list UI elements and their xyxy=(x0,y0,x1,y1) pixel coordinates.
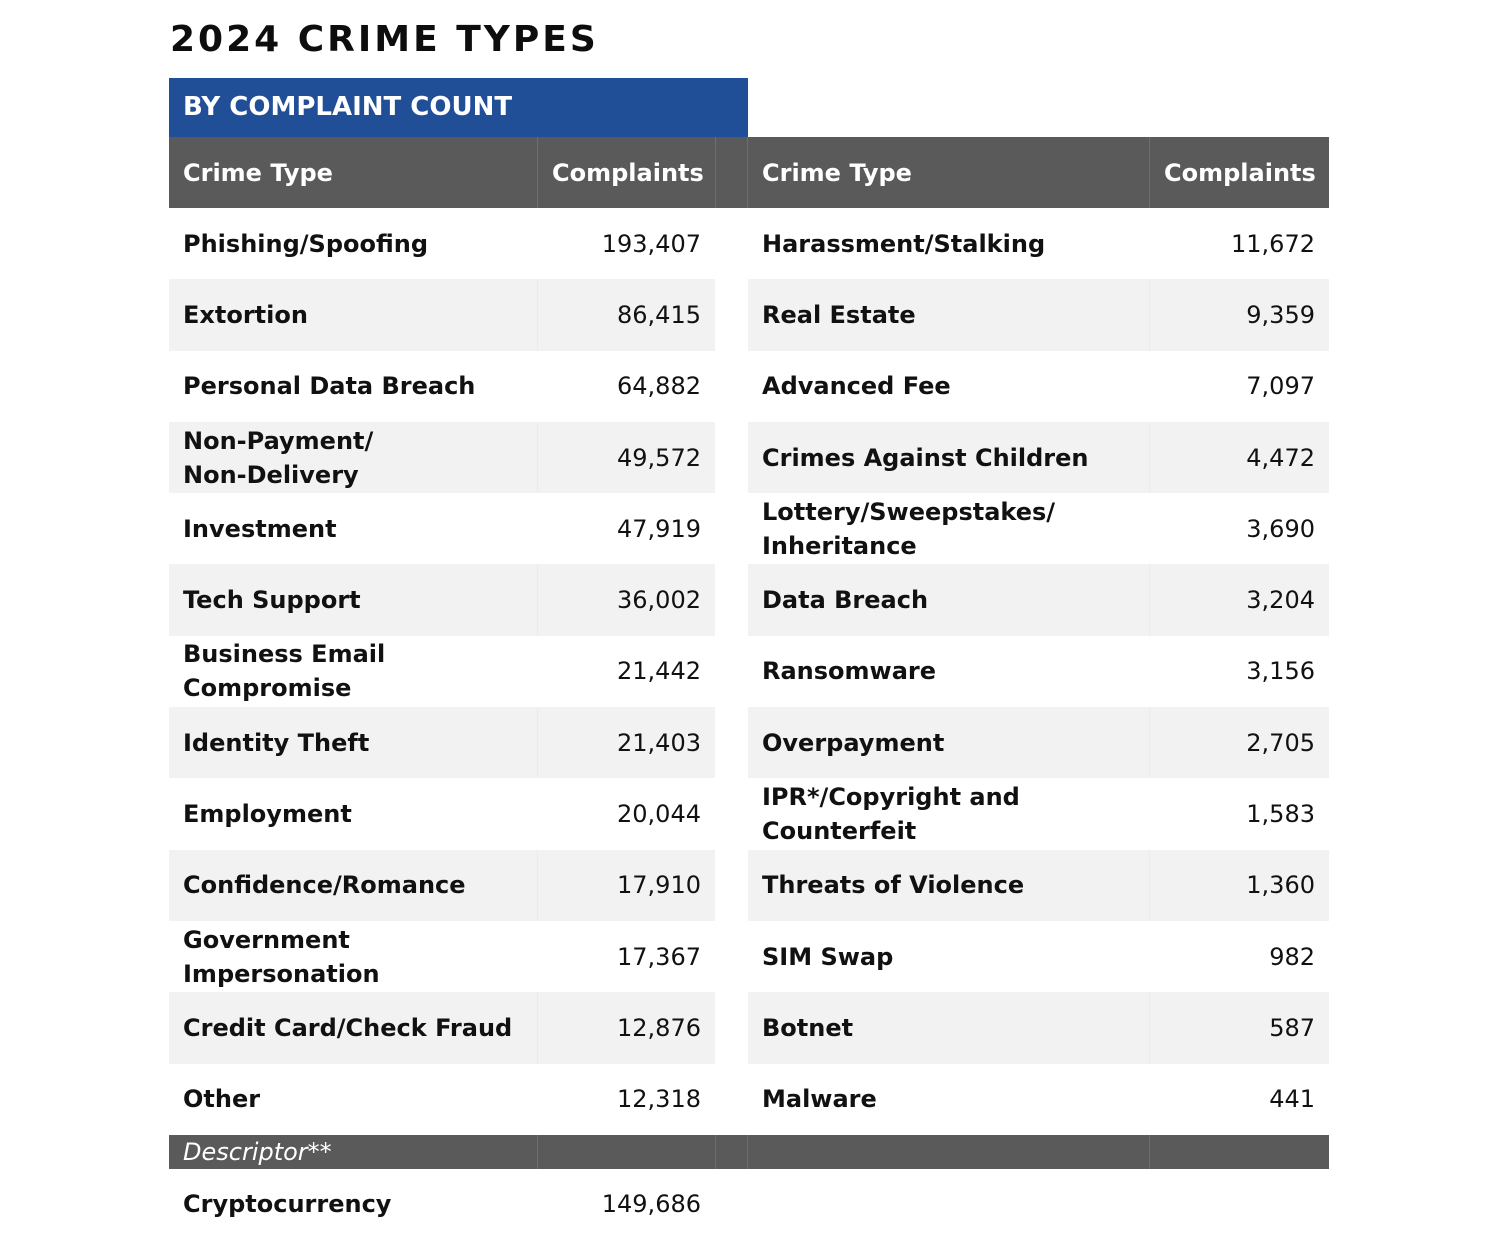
complaints-left-text: 36,002 xyxy=(617,586,701,615)
crime-type-left-text: Extortion xyxy=(183,300,308,329)
crime-type-left-text: Phishing/Spoofing xyxy=(183,229,429,258)
complaints-right-text: 4,472 xyxy=(1246,443,1315,472)
complaints-left xyxy=(537,493,715,564)
crime-type-right xyxy=(748,850,1149,921)
crime-type-left-text: Confidence/Romance xyxy=(183,871,466,900)
descriptor-header-cell xyxy=(537,1135,715,1169)
table-body xyxy=(169,208,1329,1135)
descriptor-header-cell xyxy=(1149,1135,1329,1169)
column-gap xyxy=(715,1064,748,1135)
descriptor-count-text: 149,686 xyxy=(601,1189,701,1218)
complaints-left xyxy=(537,707,715,778)
complaints-left-text: 49,572 xyxy=(617,443,701,472)
crime-type-left-text: Personal Data Breach xyxy=(183,372,476,401)
complaint-count-banner: BY COMPLAINT COUNT xyxy=(169,78,748,137)
complaints-right-text: 441 xyxy=(1269,1085,1315,1114)
column-gap xyxy=(715,208,748,279)
descriptor-header-gap xyxy=(715,1135,748,1169)
complaints-left xyxy=(537,422,715,493)
crime-type-right-text: Real Estate xyxy=(762,300,916,329)
crime-type-right xyxy=(748,279,1149,350)
column-gap xyxy=(715,707,748,778)
crime-type-right xyxy=(748,564,1149,635)
crime-type-left-text: Tech Support xyxy=(183,586,361,615)
crime-type-left-text: Non-Payment/ Non-Delivery xyxy=(183,426,374,489)
crime-type-left-text: Identity Theft xyxy=(183,728,370,757)
complaints-left-text: 17,910 xyxy=(617,871,701,900)
complaints-right-text: 1,583 xyxy=(1246,800,1315,829)
crime-type-left-text: Business Email Compromise xyxy=(183,640,386,703)
crime-type-right xyxy=(748,707,1149,778)
column-gap xyxy=(715,493,748,564)
header-crime-type-left: Crime Type xyxy=(169,137,537,208)
crime-type-right xyxy=(748,921,1149,992)
crime-type-left xyxy=(169,850,537,921)
descriptor-label: Descriptor** xyxy=(169,1135,537,1169)
crime-type-left xyxy=(169,992,537,1063)
crime-type-right-text: Overpayment xyxy=(762,728,945,757)
crime-type-right xyxy=(748,636,1149,707)
column-gap xyxy=(715,921,748,992)
table-header-row xyxy=(169,137,1329,208)
table-row xyxy=(169,921,1329,992)
crime-type-left xyxy=(169,208,537,279)
crime-type-right xyxy=(748,351,1149,422)
complaints-right xyxy=(1149,636,1329,707)
complaints-left-text: 21,442 xyxy=(617,657,701,686)
descriptor-type-text: Cryptocurrency xyxy=(183,1189,392,1218)
complaints-right xyxy=(1149,921,1329,992)
crime-type-left xyxy=(169,279,537,350)
complaints-left xyxy=(537,992,715,1063)
descriptor-row xyxy=(169,1169,1329,1239)
crime-type-right xyxy=(748,208,1149,279)
column-gap xyxy=(715,351,748,422)
complaints-left-text: 64,882 xyxy=(617,372,701,401)
table-row xyxy=(169,279,1329,350)
page-title: 2024 CRIME TYPES xyxy=(170,19,599,60)
complaints-right xyxy=(1149,850,1329,921)
complaints-left-text: 12,876 xyxy=(617,1013,701,1042)
crime-type-right xyxy=(748,493,1149,564)
crime-type-right-text: Malware xyxy=(762,1085,877,1114)
crime-type-right-text: Harassment/Stalking xyxy=(762,229,1046,258)
crime-type-right-text: SIM Swap xyxy=(762,942,894,971)
table-row xyxy=(169,992,1329,1063)
crime-type-left xyxy=(169,422,537,493)
complaints-right xyxy=(1149,707,1329,778)
table-row xyxy=(169,564,1329,635)
complaints-right-text: 7,097 xyxy=(1246,372,1315,401)
crime-type-right-text: Botnet xyxy=(762,1013,854,1042)
complaints-right-text: 3,156 xyxy=(1246,657,1315,686)
complaints-right-text: 9,359 xyxy=(1246,300,1315,329)
descriptor-count xyxy=(537,1169,715,1239)
complaints-left-text: 21,403 xyxy=(617,728,701,757)
crime-type-left-text: Investment xyxy=(183,514,337,543)
complaints-right xyxy=(1149,279,1329,350)
complaints-left xyxy=(537,778,715,849)
crime-types-table xyxy=(169,137,1329,1239)
complaints-left xyxy=(537,564,715,635)
complaints-right-text: 2,705 xyxy=(1246,728,1315,757)
header-crime-type-right: Crime Type xyxy=(748,137,1149,208)
table-row xyxy=(169,351,1329,422)
crime-type-left xyxy=(169,707,537,778)
crime-type-left xyxy=(169,1064,537,1135)
table-row xyxy=(169,707,1329,778)
crime-type-left-text: Other xyxy=(183,1085,261,1114)
complaints-left-text: 12,318 xyxy=(617,1085,701,1114)
complaints-left xyxy=(537,1064,715,1135)
complaints-right xyxy=(1149,422,1329,493)
column-gap xyxy=(715,636,748,707)
complaints-right xyxy=(1149,351,1329,422)
table-row xyxy=(169,208,1329,279)
descriptor-header-cell xyxy=(748,1135,1149,1169)
header-complaints-left: Complaints xyxy=(537,137,715,208)
crime-type-left xyxy=(169,921,537,992)
crime-type-left-text: Government Impersonation xyxy=(183,925,380,988)
complaints-right-text: 3,690 xyxy=(1246,514,1315,543)
complaints-right-text: 982 xyxy=(1269,942,1315,971)
column-gap xyxy=(715,850,748,921)
table-row xyxy=(169,636,1329,707)
complaints-right xyxy=(1149,992,1329,1063)
complaints-right xyxy=(1149,778,1329,849)
complaints-left xyxy=(537,636,715,707)
complaints-left xyxy=(537,850,715,921)
complaints-left-text: 86,415 xyxy=(617,300,701,329)
crime-type-right-text: Ransomware xyxy=(762,657,937,686)
table-row xyxy=(169,493,1329,564)
table-row xyxy=(169,850,1329,921)
crime-type-right xyxy=(748,1064,1149,1135)
descriptor-body xyxy=(169,1169,1329,1239)
column-gap xyxy=(715,992,748,1063)
complaints-right xyxy=(1149,564,1329,635)
complaints-right-text: 587 xyxy=(1269,1013,1315,1042)
crime-type-right-text: Lottery/Sweepstakes/ Inheritance xyxy=(762,497,1056,560)
complaints-right xyxy=(1149,493,1329,564)
crime-type-right-text: IPR*/Copyright and Counterfeit xyxy=(762,783,1020,846)
table-row xyxy=(169,1064,1329,1135)
column-gap xyxy=(715,422,748,493)
crime-type-left xyxy=(169,636,537,707)
complaints-left xyxy=(537,208,715,279)
header-complaints-right: Complaints xyxy=(1149,137,1329,208)
complaints-right-text: 11,672 xyxy=(1231,229,1315,258)
crime-type-right xyxy=(748,992,1149,1063)
complaints-left-text: 193,407 xyxy=(601,229,701,258)
header-gap xyxy=(715,137,748,208)
complaints-left-text: 20,044 xyxy=(617,800,701,829)
crime-type-right-text: Data Breach xyxy=(762,586,929,615)
crime-type-right-text: Advanced Fee xyxy=(762,372,951,401)
complaints-left-text: 17,367 xyxy=(617,942,701,971)
column-gap xyxy=(715,564,748,635)
complaints-left xyxy=(537,921,715,992)
descriptor-type xyxy=(169,1169,537,1239)
descriptor-header-row xyxy=(169,1135,1329,1169)
crime-type-right-text: Threats of Violence xyxy=(762,871,1025,900)
crime-type-left xyxy=(169,493,537,564)
crime-type-right xyxy=(748,422,1149,493)
complaints-right xyxy=(1149,1064,1329,1135)
crime-type-left xyxy=(169,351,537,422)
complaints-right-text: 3,204 xyxy=(1246,586,1315,615)
crime-type-left-text: Credit Card/Check Fraud xyxy=(183,1013,513,1042)
column-gap xyxy=(715,778,748,849)
complaints-right-text: 1,360 xyxy=(1246,871,1315,900)
table-row xyxy=(169,778,1329,849)
crime-type-left xyxy=(169,778,537,849)
crime-type-left-text: Employment xyxy=(183,800,352,829)
complaints-left xyxy=(537,351,715,422)
crime-type-right xyxy=(748,778,1149,849)
complaints-left xyxy=(537,279,715,350)
column-gap xyxy=(715,279,748,350)
complaints-right xyxy=(1149,208,1329,279)
table-row xyxy=(169,422,1329,493)
crime-type-right-text: Crimes Against Children xyxy=(762,443,1089,472)
crime-type-left xyxy=(169,564,537,635)
complaints-left-text: 47,919 xyxy=(617,514,701,543)
